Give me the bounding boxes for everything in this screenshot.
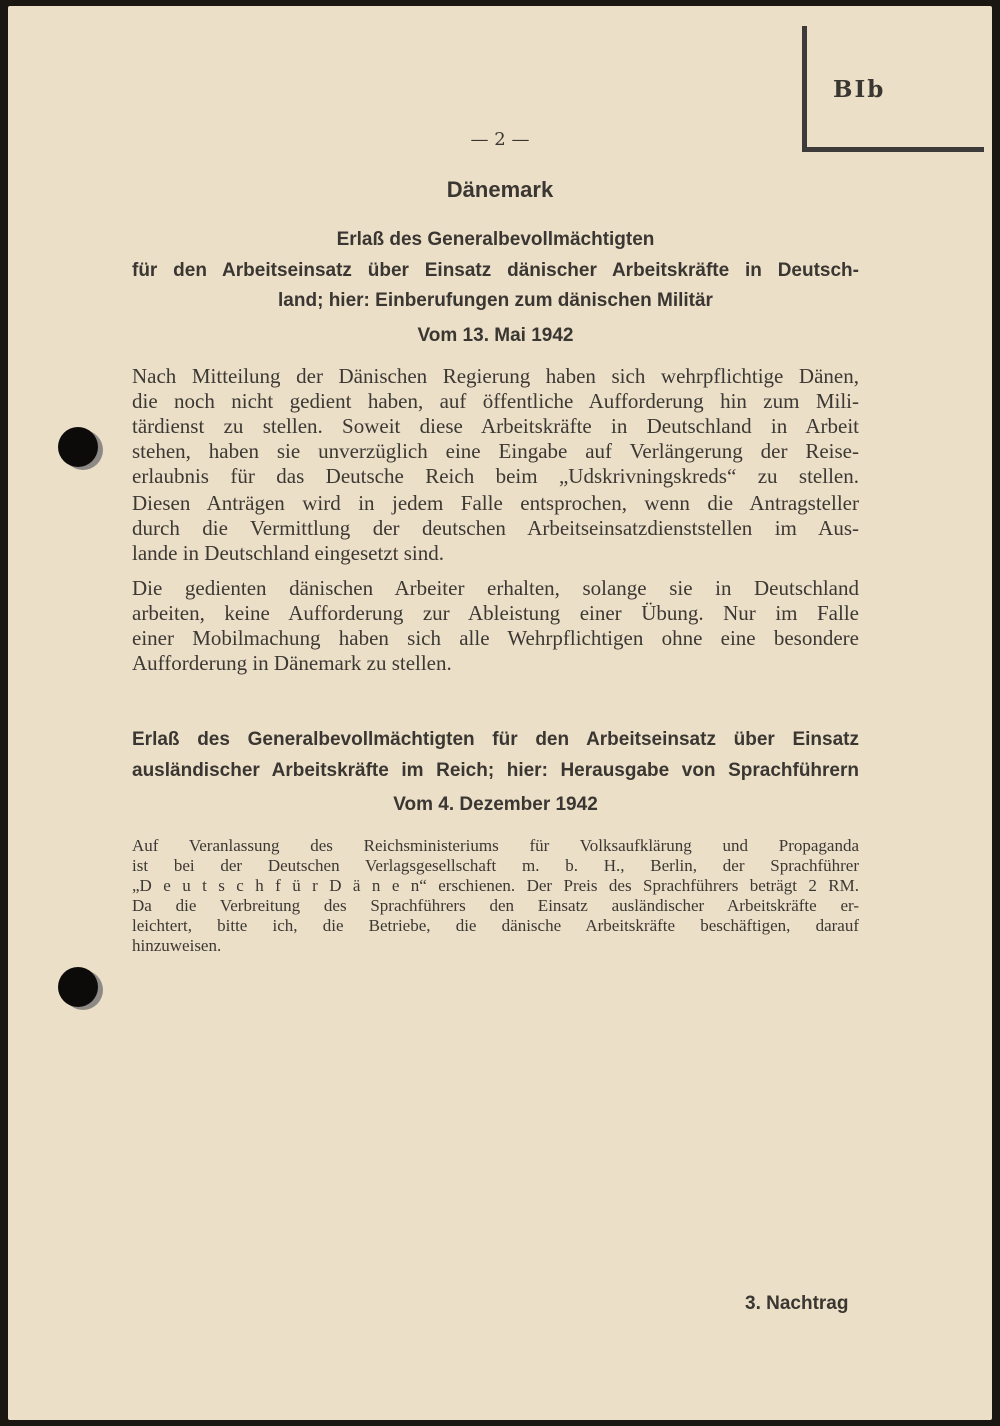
decree-title-line: Erlaß des Generalbevollmächtigten — [336, 229, 655, 250]
decree-date: Vom 13. Mai 1942 — [417, 325, 574, 346]
punch-hole — [58, 427, 98, 467]
paragraph-line: die noch nicht gedient haben, auf öffentliche Aufforderung hin zum Mili- — [132, 389, 859, 413]
paragraph-line: erlaubnis für das Deutsche Reich beim „Udskrivningskreds“ zu stellen. — [132, 464, 859, 488]
paragraph-line: stehen, haben sie unverzüglich eine Eingabe auf Verlängerung der Reise- — [132, 439, 859, 463]
paragraph-line: Diesen Anträgen wird in jedem Falle entsprochen, wenn die Antragsteller — [132, 491, 859, 515]
corner-label: BIb — [833, 76, 886, 103]
paragraph-line: einer Mobilmachung haben sich alle Wehrpflichtigen ohne eine besondere — [132, 626, 859, 650]
paragraph-line: „D e u t s c h f ü r D ä n e n“ erschienen. Der Preis des Sprachführers beträgt 2 RM. — [132, 876, 859, 895]
paragraph-line: Da die Verbreitung des Sprachführers den Einsatz ausländischer Arbeitskräfte er- — [132, 896, 859, 915]
document-page — [8, 6, 992, 1420]
paragraph-line: tärdienst zu stellen. Soweit diese Arbeitskräfte in Deutschland in Arbeit — [132, 414, 859, 438]
paragraph-line: leichtert, bitte ich, die Betriebe, die dänische Arbeitskräfte beschäftigen, darauf — [132, 916, 859, 935]
country-title: Dänemark — [446, 177, 554, 202]
paragraph-line: ist bei der Deutschen Verlagsgesellschaft m. b. H., Berlin, der Sprachführer — [132, 856, 859, 875]
decree-title-line: Erlaß des Generalbevollmächtigten für den Arbeitseinsatz über Einsatz — [132, 729, 859, 750]
paragraph-line: lande in Deutschland eingesetzt sind. — [132, 541, 444, 565]
footer-label: 3. Nachtrag — [745, 1293, 849, 1314]
paragraph-line: Aufforderung in Dänemark zu stellen. — [132, 651, 452, 675]
punch-hole — [58, 967, 98, 1007]
paragraph-line: Nach Mitteilung der Dänischen Regierung haben sich wehrpflichtige Dänen, — [132, 364, 859, 388]
decree-title-line: für den Arbeitseinsatz über Einsatz dänischer Arbeitskräfte in Deutsch- — [132, 260, 859, 281]
decree-date: Vom 4. Dezember 1942 — [393, 794, 598, 815]
decree-title-line: ausländischer Arbeitskräfte im Reich; hier: Herausgabe von Sprachführern — [132, 760, 859, 781]
decree-title-line: land; hier: Einberufungen zum dänischen Militär — [278, 290, 713, 311]
paragraph-line: arbeiten, keine Aufforderung zur Ableistung einer Übung. Nur im Falle — [132, 601, 859, 625]
paragraph-line: Die gedienten dänischen Arbeiter erhalten, solange sie in Deutschland — [132, 576, 859, 600]
paragraph-line: durch die Vermittlung der deutschen Arbeitseinsatzdienststellen im Aus- — [132, 516, 859, 540]
paragraph-line: hinzuweisen. — [132, 936, 222, 955]
page-number: — 2 — — [470, 129, 530, 150]
paragraph-line: Auf Veranlassung des Reichsministeriums für Volksaufklärung und Propaganda — [132, 836, 859, 855]
